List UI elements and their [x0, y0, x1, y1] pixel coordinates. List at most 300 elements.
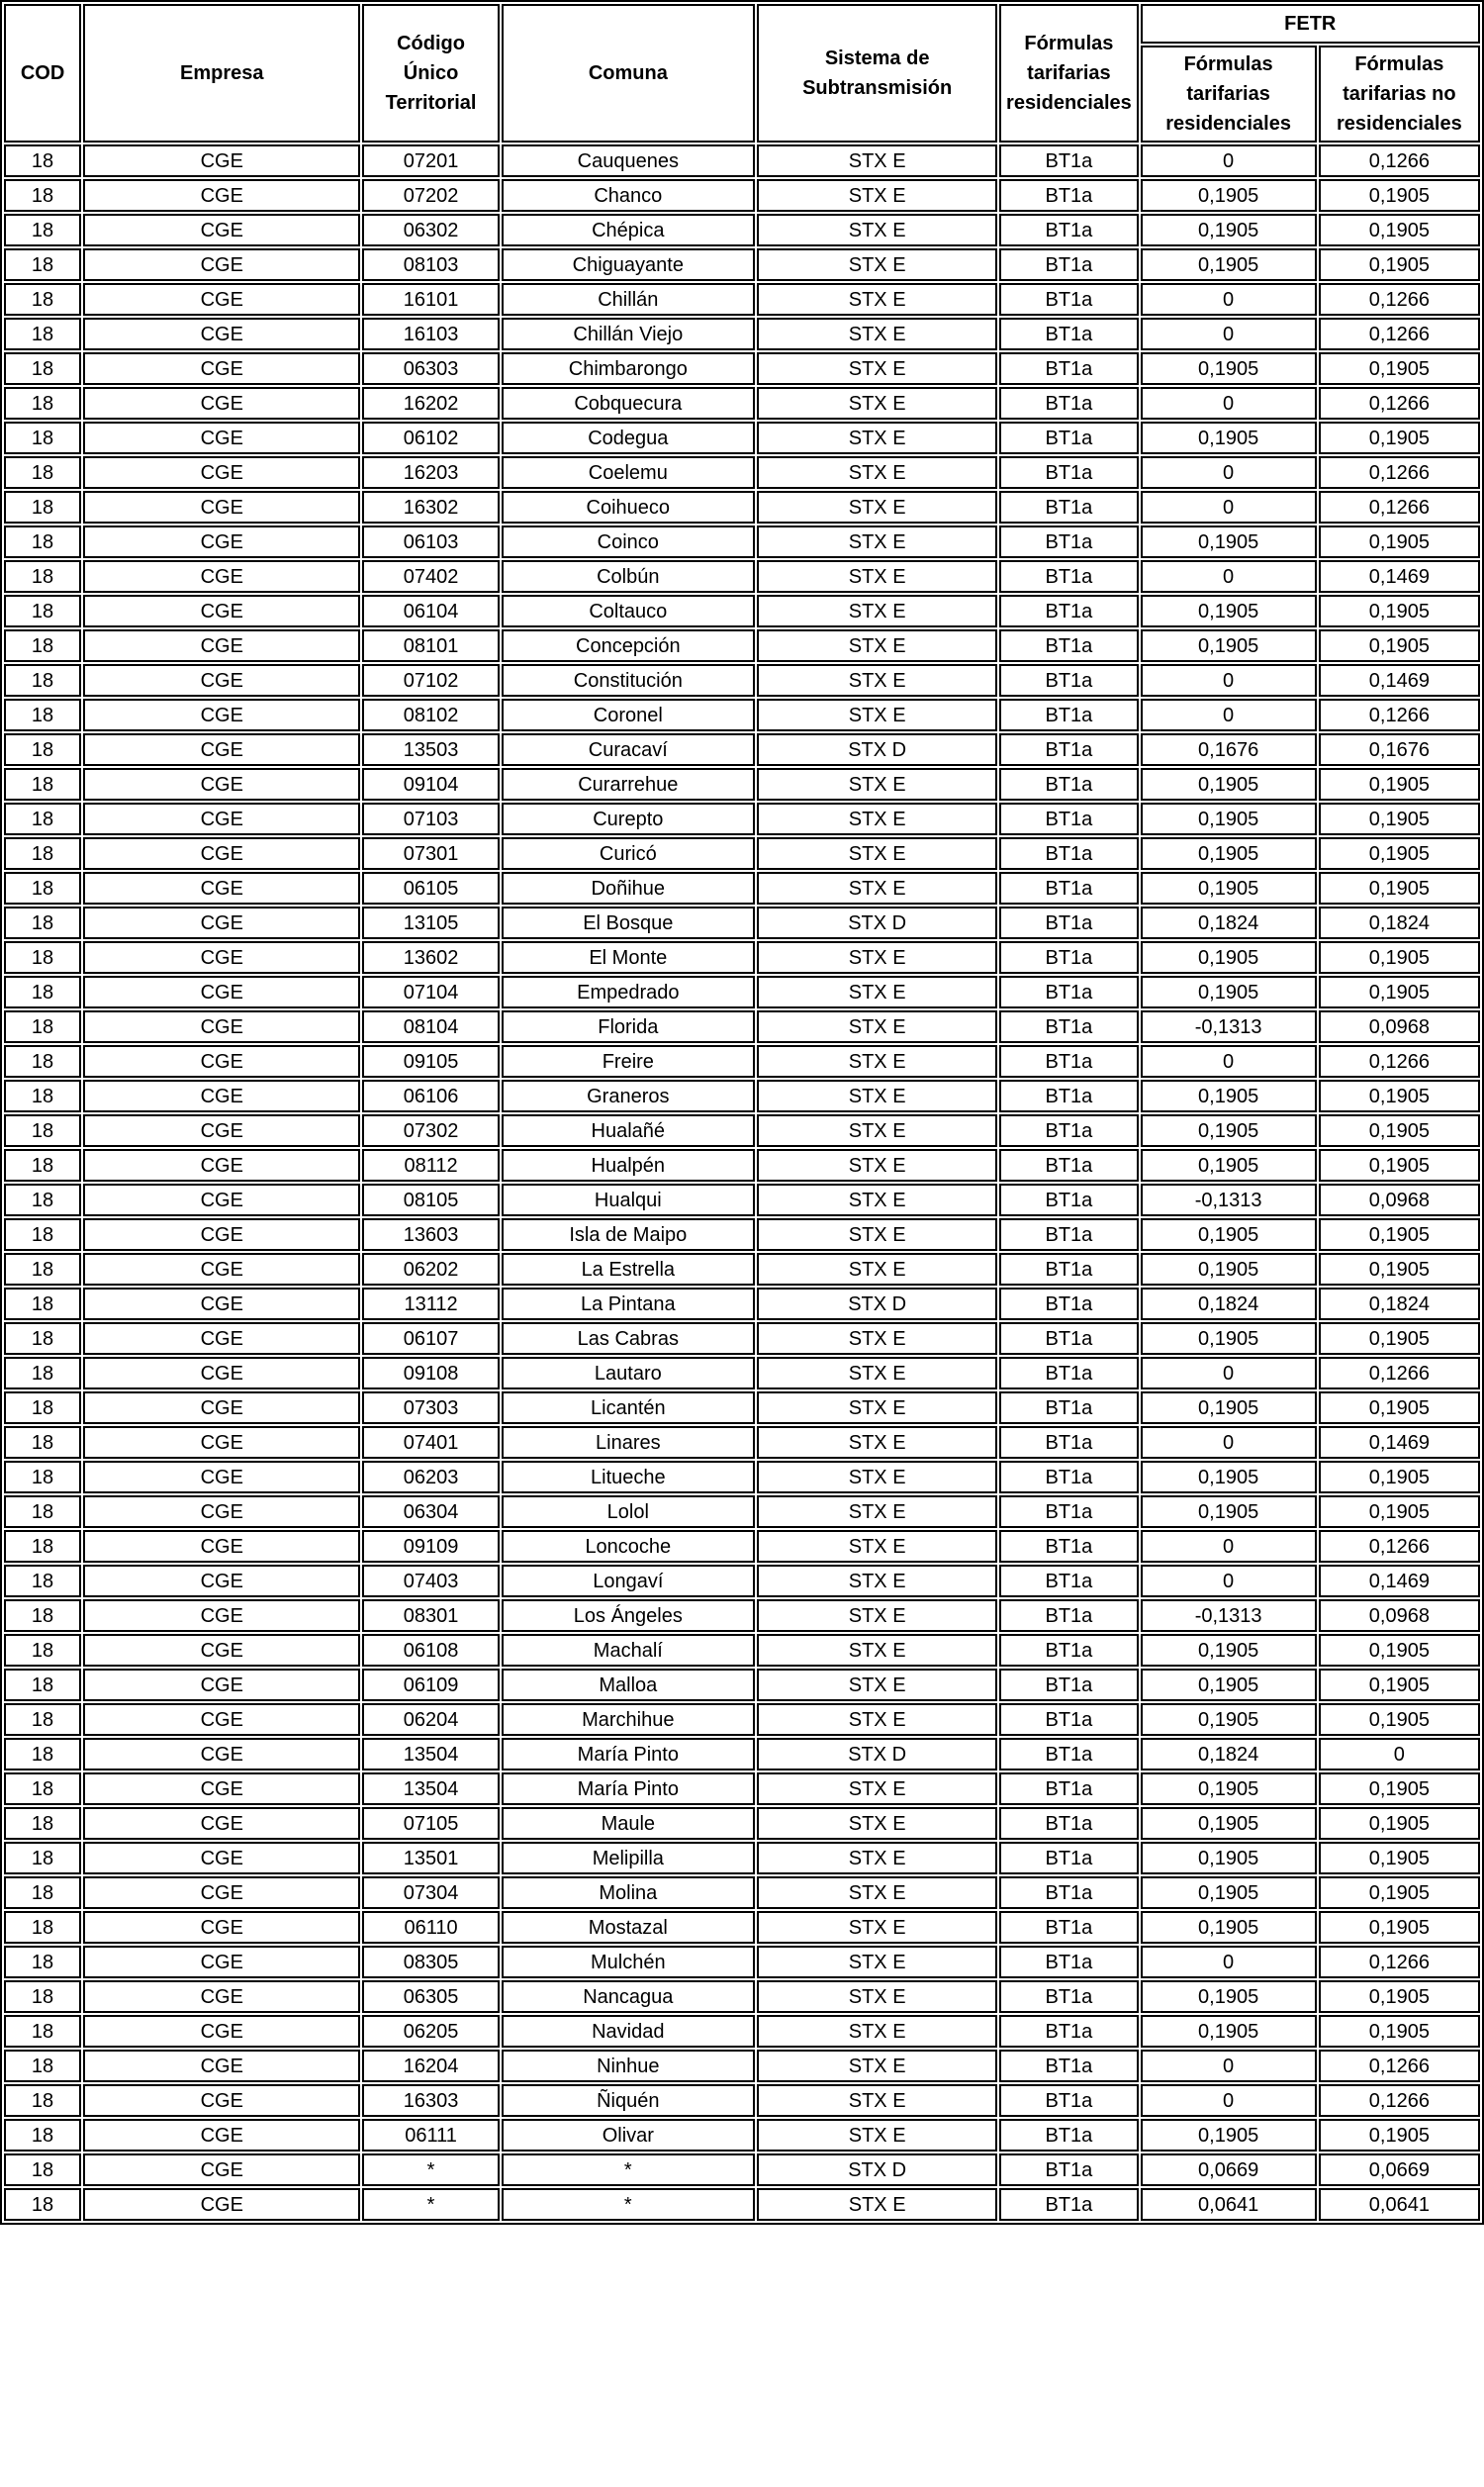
formula-tarifaria-residencial-cell: BT1a — [999, 2153, 1138, 2186]
cod-cell: 18 — [4, 837, 81, 870]
formula-tarifaria-residencial-cell: BT1a — [999, 2050, 1138, 2082]
table-row — [4, 2015, 1480, 2048]
table-row — [4, 595, 1480, 627]
empresa-cell: CGE — [83, 1911, 360, 1944]
sistema-subtransmision-cell: STX E — [757, 1565, 997, 1597]
empresa-cell: CGE — [83, 1391, 360, 1424]
empresa-cell: CGE — [83, 1772, 360, 1805]
cod-cell: 18 — [4, 1669, 81, 1701]
sistema-subtransmision-cell: STX E — [757, 1703, 997, 1736]
fetr-residencial-cell: 0 — [1141, 318, 1317, 350]
comuna-cell: Coihueco — [502, 491, 755, 524]
codigo-unico-territorial-cell: 06305 — [362, 1980, 499, 2013]
codigo-unico-territorial-cell: 07401 — [362, 1426, 499, 1459]
table-row — [4, 941, 1480, 974]
empresa-cell: CGE — [83, 1703, 360, 1736]
fetr-no-residencial-cell: 0,1266 — [1319, 1045, 1480, 1078]
cod-cell: 18 — [4, 1288, 81, 1320]
fetr-no-residencial-cell: 0,1905 — [1319, 1253, 1480, 1286]
table-row — [4, 1322, 1480, 1355]
codigo-unico-territorial-cell: 08112 — [362, 1149, 499, 1182]
fetr-residencial-cell: 0 — [1141, 1946, 1317, 1978]
table-row — [4, 768, 1480, 801]
table-row — [4, 803, 1480, 835]
table-row — [4, 352, 1480, 385]
codigo-unico-territorial-cell: 13504 — [362, 1738, 499, 1770]
comuna-cell: Coelemu — [502, 456, 755, 489]
table-row — [4, 248, 1480, 281]
comuna-cell: Chimbarongo — [502, 352, 755, 385]
formula-tarifaria-residencial-cell: BT1a — [999, 1565, 1138, 1597]
empresa-cell: CGE — [83, 872, 360, 905]
sistema-subtransmision-cell: STX D — [757, 1738, 997, 1770]
table-row — [4, 1357, 1480, 1389]
fetr-residencial-cell: 0,1905 — [1141, 1634, 1317, 1667]
comuna-cell: María Pinto — [502, 1738, 755, 1770]
codigo-unico-territorial-cell: 07304 — [362, 1876, 499, 1909]
comuna-cell: Chillán — [502, 283, 755, 316]
codigo-unico-territorial-cell: 06204 — [362, 1703, 499, 1736]
fetr-no-residencial-cell: 0,1905 — [1319, 1114, 1480, 1147]
empresa-cell: CGE — [83, 1842, 360, 1874]
sistema-subtransmision-cell: STX E — [757, 1530, 997, 1563]
table-row — [4, 1565, 1480, 1597]
comuna-cell: Hualpén — [502, 1149, 755, 1182]
codigo-unico-territorial-cell: 07104 — [362, 976, 499, 1008]
fetr-residencial-cell: 0 — [1141, 1045, 1317, 1078]
codigo-unico-territorial-cell: 09109 — [362, 1530, 499, 1563]
table-row — [4, 283, 1480, 316]
codigo-unico-territorial-cell: 16204 — [362, 2050, 499, 2082]
codigo-unico-territorial-cell: 06304 — [362, 1495, 499, 1528]
empresa-cell: CGE — [83, 976, 360, 1008]
empresa-cell: CGE — [83, 595, 360, 627]
formula-tarifaria-residencial-cell: BT1a — [999, 941, 1138, 974]
empresa-cell: CGE — [83, 837, 360, 870]
table-row — [4, 1946, 1480, 1978]
comuna-cell: El Bosque — [502, 907, 755, 939]
cod-cell: 18 — [4, 2119, 81, 2152]
sistema-subtransmision-cell: STX E — [757, 214, 997, 246]
fetr-no-residencial-cell: 0,1266 — [1319, 2084, 1480, 2117]
codigo-unico-territorial-cell: 08301 — [362, 1599, 499, 1632]
empresa-cell: CGE — [83, 1045, 360, 1078]
cod-cell: 18 — [4, 976, 81, 1008]
table-row — [4, 1738, 1480, 1770]
table-row — [4, 422, 1480, 454]
cod-cell: 18 — [4, 733, 81, 766]
empresa-cell: CGE — [83, 1461, 360, 1493]
fetr-residencial-cell: 0,1905 — [1141, 941, 1317, 974]
cod-cell: 18 — [4, 1114, 81, 1147]
fetr-residencial-cell: 0,1905 — [1141, 837, 1317, 870]
fetr-no-residencial-cell: 0,1905 — [1319, 179, 1480, 212]
empresa-cell: CGE — [83, 1357, 360, 1389]
fetr-no-residencial-cell: 0,1266 — [1319, 1530, 1480, 1563]
empresa-cell: CGE — [83, 941, 360, 974]
codigo-unico-territorial-cell: 08104 — [362, 1010, 499, 1043]
codigo-unico-territorial-cell: * — [362, 2188, 499, 2221]
fetr-no-residencial-cell: 0,1905 — [1319, 1911, 1480, 1944]
sistema-subtransmision-cell: STX E — [757, 1080, 997, 1112]
comuna-cell: Olivar — [502, 2119, 755, 2152]
empresa-cell: CGE — [83, 1565, 360, 1597]
comuna-cell: Curacaví — [502, 733, 755, 766]
empresa-cell: CGE — [83, 2153, 360, 2186]
fetr-no-residencial-cell: 0,1905 — [1319, 872, 1480, 905]
codigo-unico-territorial-cell: 13503 — [362, 733, 499, 766]
fetr-residencial-cell: 0 — [1141, 2050, 1317, 2082]
comuna-cell: Colbún — [502, 560, 755, 593]
formula-tarifaria-residencial-cell: BT1a — [999, 2119, 1138, 2152]
comuna-cell: Linares — [502, 1426, 755, 1459]
fetr-no-residencial-cell: 0,1905 — [1319, 214, 1480, 246]
fetr-residencial-cell: 0,1905 — [1141, 1461, 1317, 1493]
cod-cell: 18 — [4, 1738, 81, 1770]
fetr-residencial-cell: 0,1905 — [1141, 526, 1317, 558]
table-row — [4, 179, 1480, 212]
comuna-cell: Coronel — [502, 699, 755, 731]
fetr-residencial-cell: 0,1905 — [1141, 1114, 1317, 1147]
formula-tarifaria-residencial-cell: BT1a — [999, 1842, 1138, 1874]
codigo-unico-territorial-cell: 07102 — [362, 664, 499, 697]
fetr-no-residencial-cell: 0,0968 — [1319, 1010, 1480, 1043]
formula-tarifaria-residencial-cell: BT1a — [999, 1980, 1138, 2013]
fetr-no-residencial-cell: 0,1266 — [1319, 1946, 1480, 1978]
table-row — [4, 699, 1480, 731]
codigo-unico-territorial-cell: 06302 — [362, 214, 499, 246]
formula-tarifaria-residencial-cell: BT1a — [999, 1911, 1138, 1944]
empresa-cell: CGE — [83, 1322, 360, 1355]
codigo-unico-territorial-cell: 09104 — [362, 768, 499, 801]
comuna-cell: El Monte — [502, 941, 755, 974]
formula-tarifaria-residencial-cell: BT1a — [999, 976, 1138, 1008]
table-row — [4, 837, 1480, 870]
comuna-cell: Concepción — [502, 629, 755, 662]
cod-cell: 18 — [4, 1495, 81, 1528]
comuna-cell: Lautaro — [502, 1357, 755, 1389]
sistema-subtransmision-cell: STX E — [757, 1911, 997, 1944]
sistema-subtransmision-cell: STX E — [757, 2119, 997, 2152]
codigo-unico-territorial-cell: 08105 — [362, 1184, 499, 1216]
codigo-unico-territorial-cell: 06303 — [362, 352, 499, 385]
cod-cell: 18 — [4, 1946, 81, 1978]
cod-cell: 18 — [4, 1599, 81, 1632]
formula-tarifaria-residencial-cell: BT1a — [999, 248, 1138, 281]
fetr-no-residencial-cell: 0,1905 — [1319, 1495, 1480, 1528]
table-row — [4, 1184, 1480, 1216]
cod-cell: 18 — [4, 1565, 81, 1597]
sistema-subtransmision-cell: STX E — [757, 491, 997, 524]
codigo-unico-territorial-cell: 09108 — [362, 1357, 499, 1389]
empresa-cell: CGE — [83, 2084, 360, 2117]
empresa-cell: CGE — [83, 491, 360, 524]
fetr-residencial-cell: 0,1824 — [1141, 1288, 1317, 1320]
sistema-subtransmision-cell: STX E — [757, 768, 997, 801]
formula-tarifaria-residencial-cell: BT1a — [999, 907, 1138, 939]
sistema-subtransmision-cell: STX E — [757, 595, 997, 627]
table-row — [4, 2084, 1480, 2117]
sistema-subtransmision-cell: STX E — [757, 803, 997, 835]
cod-cell: 18 — [4, 1149, 81, 1182]
sistema-subtransmision-cell: STX E — [757, 144, 997, 177]
cod-cell: 18 — [4, 699, 81, 731]
table-row — [4, 1080, 1480, 1112]
codigo-unico-territorial-cell: 13504 — [362, 1772, 499, 1805]
fetr-no-residencial-cell: 0,1905 — [1319, 2015, 1480, 2048]
sistema-subtransmision-cell: STX D — [757, 1288, 997, 1320]
fetr-no-residencial-cell: 0,1905 — [1319, 1634, 1480, 1667]
empresa-cell: CGE — [83, 1080, 360, 1112]
table-row — [4, 1772, 1480, 1805]
fetr-no-residencial-cell: 0,1266 — [1319, 2050, 1480, 2082]
codigo-unico-territorial-cell: 16101 — [362, 283, 499, 316]
fetr-no-residencial-cell: 0,1469 — [1319, 1426, 1480, 1459]
fetr-residencial-cell: 0,1905 — [1141, 1911, 1317, 1944]
formula-tarifaria-residencial-cell: BT1a — [999, 283, 1138, 316]
comuna-cell: Codegua — [502, 422, 755, 454]
formula-tarifaria-residencial-cell: BT1a — [999, 1080, 1138, 1112]
formula-tarifaria-residencial-cell: BT1a — [999, 768, 1138, 801]
fetr-no-residencial-cell: 0,1905 — [1319, 1703, 1480, 1736]
empresa-cell: CGE — [83, 1495, 360, 1528]
empresa-cell: CGE — [83, 422, 360, 454]
formula-tarifaria-residencial-cell: BT1a — [999, 1010, 1138, 1043]
fetr-no-residencial-cell: 0,1905 — [1319, 1807, 1480, 1840]
table-row — [4, 1114, 1480, 1147]
sistema-subtransmision-cell: STX E — [757, 456, 997, 489]
comuna-cell: Chanco — [502, 179, 755, 212]
fetr-residencial-cell: 0 — [1141, 1357, 1317, 1389]
empresa-cell: CGE — [83, 629, 360, 662]
cod-cell: 18 — [4, 2084, 81, 2117]
header-formulas-tarifarias-residenciales: Fórmulas tarifarias residenciales — [999, 4, 1138, 143]
empresa-cell: CGE — [83, 456, 360, 489]
fetr-no-residencial-cell: 0,1469 — [1319, 560, 1480, 593]
codigo-unico-territorial-cell: 07105 — [362, 1807, 499, 1840]
empresa-cell: CGE — [83, 2119, 360, 2152]
fetr-residencial-cell: 0,1905 — [1141, 629, 1317, 662]
empresa-cell: CGE — [83, 1288, 360, 1320]
cod-cell: 18 — [4, 560, 81, 593]
fetr-no-residencial-cell: 0,1905 — [1319, 941, 1480, 974]
table-row — [4, 2153, 1480, 2186]
codigo-unico-territorial-cell: 13602 — [362, 941, 499, 974]
sistema-subtransmision-cell: STX E — [757, 1634, 997, 1667]
empresa-cell: CGE — [83, 248, 360, 281]
empresa-cell: CGE — [83, 1010, 360, 1043]
formula-tarifaria-residencial-cell: BT1a — [999, 1772, 1138, 1805]
fetr-no-residencial-cell: 0,1905 — [1319, 526, 1480, 558]
comuna-cell: Licantén — [502, 1391, 755, 1424]
fetr-residencial-cell: -0,1313 — [1141, 1010, 1317, 1043]
cod-cell: 18 — [4, 2050, 81, 2082]
sistema-subtransmision-cell: STX E — [757, 1426, 997, 1459]
comuna-cell: Graneros — [502, 1080, 755, 1112]
fetr-residencial-cell: 0,1905 — [1141, 1980, 1317, 2013]
formula-tarifaria-residencial-cell: BT1a — [999, 1253, 1138, 1286]
fetr-no-residencial-cell: 0,1469 — [1319, 664, 1480, 697]
sistema-subtransmision-cell: STX E — [757, 976, 997, 1008]
fetr-residencial-cell: 0,1905 — [1141, 2015, 1317, 2048]
fetr-no-residencial-cell: 0 — [1319, 1738, 1480, 1770]
fetr-residencial-cell: 0,1905 — [1141, 803, 1317, 835]
table-header — [4, 4, 1480, 143]
comuna-cell: Florida — [502, 1010, 755, 1043]
table-row — [4, 214, 1480, 246]
comuna-cell: Isla de Maipo — [502, 1218, 755, 1251]
codigo-unico-territorial-cell: 07103 — [362, 803, 499, 835]
comuna-cell: La Pintana — [502, 1288, 755, 1320]
formula-tarifaria-residencial-cell: BT1a — [999, 144, 1138, 177]
comuna-cell: Curepto — [502, 803, 755, 835]
table-row — [4, 872, 1480, 905]
formula-tarifaria-residencial-cell: BT1a — [999, 1357, 1138, 1389]
fetr-no-residencial-cell: 0,0641 — [1319, 2188, 1480, 2221]
fetr-no-residencial-cell: 0,1905 — [1319, 976, 1480, 1008]
fetr-residencial-cell: 0,1905 — [1141, 214, 1317, 246]
sistema-subtransmision-cell: STX E — [757, 1772, 997, 1805]
sistema-subtransmision-cell: STX E — [757, 1149, 997, 1182]
fetr-no-residencial-cell: 0,1905 — [1319, 2119, 1480, 2152]
empresa-cell: CGE — [83, 1253, 360, 1286]
codigo-unico-territorial-cell: 07202 — [362, 179, 499, 212]
fetr-no-residencial-cell: 0,1905 — [1319, 1149, 1480, 1182]
fetr-residencial-cell: 0,1905 — [1141, 1669, 1317, 1701]
codigo-unico-territorial-cell: 07201 — [362, 144, 499, 177]
fetr-residencial-cell: 0,1905 — [1141, 2119, 1317, 2152]
fetr-no-residencial-cell: 0,1905 — [1319, 595, 1480, 627]
table-row — [4, 1253, 1480, 1286]
comuna-cell: Empedrado — [502, 976, 755, 1008]
empresa-cell: CGE — [83, 1876, 360, 1909]
comuna-cell: María Pinto — [502, 1772, 755, 1805]
comuna-cell: Cauquenes — [502, 144, 755, 177]
comuna-cell: Mostazal — [502, 1911, 755, 1944]
fetr-no-residencial-cell: 0,1266 — [1319, 144, 1480, 177]
formula-tarifaria-residencial-cell: BT1a — [999, 1391, 1138, 1424]
empresa-cell: CGE — [83, 907, 360, 939]
table-row — [4, 1669, 1480, 1701]
comuna-cell: Curicó — [502, 837, 755, 870]
cod-cell: 18 — [4, 1876, 81, 1909]
formula-tarifaria-residencial-cell: BT1a — [999, 318, 1138, 350]
formula-tarifaria-residencial-cell: BT1a — [999, 214, 1138, 246]
formula-tarifaria-residencial-cell: BT1a — [999, 699, 1138, 731]
empresa-cell: CGE — [83, 2188, 360, 2221]
cod-cell: 18 — [4, 1357, 81, 1389]
fetr-no-residencial-cell: 0,1905 — [1319, 1980, 1480, 2013]
fetr-no-residencial-cell: 0,1676 — [1319, 733, 1480, 766]
cod-cell: 18 — [4, 248, 81, 281]
cod-cell: 18 — [4, 2153, 81, 2186]
sistema-subtransmision-cell: STX E — [757, 664, 997, 697]
formula-tarifaria-residencial-cell: BT1a — [999, 595, 1138, 627]
empresa-cell: CGE — [83, 699, 360, 731]
table-row — [4, 560, 1480, 593]
empresa-cell: CGE — [83, 1738, 360, 1770]
fetr-no-residencial-cell: 0,1905 — [1319, 768, 1480, 801]
cod-cell: 18 — [4, 456, 81, 489]
comuna-cell: La Estrella — [502, 1253, 755, 1286]
cod-cell: 18 — [4, 629, 81, 662]
fetr-no-residencial-cell: 0,1905 — [1319, 1669, 1480, 1701]
formula-tarifaria-residencial-cell: BT1a — [999, 491, 1138, 524]
fetr-no-residencial-cell: 0,0669 — [1319, 2153, 1480, 2186]
header-codigo-unico-territorial: Código Único Territorial — [362, 4, 499, 143]
table-row — [4, 1010, 1480, 1043]
table-row — [4, 1599, 1480, 1632]
table-row — [4, 526, 1480, 558]
fetr-no-residencial-cell: 0,1266 — [1319, 387, 1480, 420]
codigo-unico-territorial-cell: 07403 — [362, 1565, 499, 1597]
formula-tarifaria-residencial-cell: BT1a — [999, 664, 1138, 697]
table-row — [4, 1426, 1480, 1459]
empresa-cell: CGE — [83, 1218, 360, 1251]
table-row — [4, 1045, 1480, 1078]
cod-cell: 18 — [4, 803, 81, 835]
cod-cell: 18 — [4, 1461, 81, 1493]
table-row — [4, 318, 1480, 350]
codigo-unico-territorial-cell: 06104 — [362, 595, 499, 627]
formula-tarifaria-residencial-cell: BT1a — [999, 1738, 1138, 1770]
table-row — [4, 1876, 1480, 1909]
sistema-subtransmision-cell: STX E — [757, 526, 997, 558]
comuna-cell: Hualqui — [502, 1184, 755, 1216]
table-row — [4, 1842, 1480, 1874]
fetr-residencial-cell: 0 — [1141, 1565, 1317, 1597]
codigo-unico-territorial-cell: 08102 — [362, 699, 499, 731]
formula-tarifaria-residencial-cell: BT1a — [999, 1461, 1138, 1493]
codigo-unico-territorial-cell: 13112 — [362, 1288, 499, 1320]
empresa-cell: CGE — [83, 1807, 360, 1840]
comuna-cell: Doñihue — [502, 872, 755, 905]
table-body — [4, 144, 1480, 2221]
table-row — [4, 144, 1480, 177]
codigo-unico-territorial-cell: 06111 — [362, 2119, 499, 2152]
codigo-unico-territorial-cell: 06203 — [362, 1461, 499, 1493]
comuna-cell: Lolol — [502, 1495, 755, 1528]
comuna-cell: Malloa — [502, 1669, 755, 1701]
comuna-cell: Melipilla — [502, 1842, 755, 1874]
codigo-unico-territorial-cell: 08103 — [362, 248, 499, 281]
codigo-unico-territorial-cell: 16203 — [362, 456, 499, 489]
sistema-subtransmision-cell: STX E — [757, 1010, 997, 1043]
fetr-residencial-cell: 0 — [1141, 699, 1317, 731]
codigo-unico-territorial-cell: 07402 — [362, 560, 499, 593]
sistema-subtransmision-cell: STX E — [757, 1599, 997, 1632]
header-comuna: Comuna — [502, 4, 755, 143]
sistema-subtransmision-cell: STX E — [757, 1357, 997, 1389]
formula-tarifaria-residencial-cell: BT1a — [999, 872, 1138, 905]
comuna-cell: Marchihue — [502, 1703, 755, 1736]
formula-tarifaria-residencial-cell: BT1a — [999, 1288, 1138, 1320]
sistema-subtransmision-cell: STX E — [757, 1946, 997, 1978]
sistema-subtransmision-cell: STX E — [757, 387, 997, 420]
fetr-no-residencial-cell: 0,1266 — [1319, 699, 1480, 731]
header-empresa: Empresa — [83, 4, 360, 143]
empresa-cell: CGE — [83, 318, 360, 350]
empresa-cell: CGE — [83, 1599, 360, 1632]
cod-cell: 18 — [4, 664, 81, 697]
formula-tarifaria-residencial-cell: BT1a — [999, 1426, 1138, 1459]
formula-tarifaria-residencial-cell: BT1a — [999, 2015, 1138, 2048]
sistema-subtransmision-cell: STX E — [757, 1218, 997, 1251]
formula-tarifaria-residencial-cell: BT1a — [999, 560, 1138, 593]
comuna-cell: Nancagua — [502, 1980, 755, 2013]
cod-cell: 18 — [4, 214, 81, 246]
fetr-residencial-cell: 0 — [1141, 283, 1317, 316]
